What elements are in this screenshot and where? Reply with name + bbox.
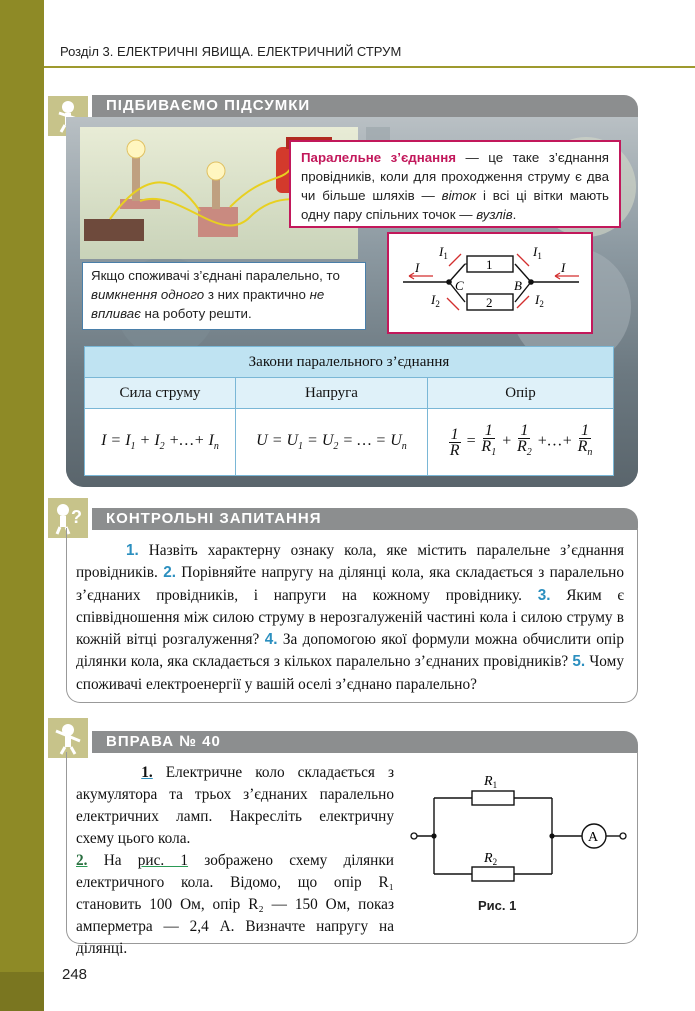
circuit-label-i1-right: $I_1$ [533, 244, 542, 261]
formula-voltage: $U = U_1 = U_2$ = … = $U_n$ [235, 409, 427, 476]
note-box [82, 262, 366, 330]
circuit-label-i-right: I [561, 260, 566, 275]
circuit-label-i1-left: $I_1$ [439, 244, 448, 261]
parallel-circuit-diagram [387, 232, 593, 334]
question-4: За допомогою якої формули можна обчислити опір ділянки кола, яка складається з кількох паралельно з’єднаних провідників? [76, 631, 625, 671]
question-3-number: 3. [537, 586, 551, 604]
note-em-1: вимкнення одного [91, 287, 205, 302]
task-1-number: 1. [141, 764, 153, 781]
figure-1-circuit [410, 768, 630, 896]
question-2: Порівняйте напругу на ділянці кола, яка складається з паралельно з’єднаних провідників, і напруги на кожному провіднику. [76, 564, 625, 604]
definition-text-2: і всі ці вітки мають одну пару спільних точок — [301, 188, 609, 222]
column-current: Сила струму [85, 378, 236, 409]
exercise-text [76, 762, 394, 960]
ammeter-label: A [588, 830, 599, 845]
resistor-r2 [472, 867, 514, 881]
note-text-1: Якщо споживачі з’єднані паралельно, то [91, 268, 340, 283]
resistor-r1 [472, 791, 514, 805]
question-1: Назвіть характерну ознаку кола, яке містить паралельне з’єднання провідників. [76, 542, 624, 582]
page-number: 248 [62, 966, 88, 983]
summary-title: ПІДБИВАЄМО ПІДСУМКИ [92, 95, 638, 117]
r1-label: $R_1$ [484, 774, 498, 790]
question-1-number: 1. [125, 542, 139, 559]
task-2-text-2: зображено схему ділянки електричного кола. Відомо, що опір R₁ становить 100 Ом, опір R₂ — 150 Ом, показ амперметра — 2,4 А. Визначте напругу на ділянці. [76, 852, 394, 957]
formula-resistance: $\frac{1}{R}$ = $\frac{1}{R_1}$ + $\frac{1}{R_2}$ +…+ $\frac{1}{R_n}$ [428, 409, 614, 476]
node-b-label: B [514, 278, 522, 293]
page-number-band [0, 972, 44, 1011]
resistor-1-label: 1 [486, 257, 493, 272]
questions-title: КОНТРОЛЬНІ ЗАПИТАННЯ [92, 508, 638, 530]
circuit-label-i2-right: $I_2$ [535, 292, 544, 309]
note-text-2: з них практично [204, 287, 310, 302]
questions-text [76, 540, 624, 696]
task-1 [76, 762, 394, 850]
formula-current: $I = I_1 + I_2$ +…+ $I_n$ [85, 409, 236, 476]
column-resistance: Опір [428, 378, 614, 409]
node-c-label: C [455, 278, 464, 293]
question-3: Яким є співвідношення між силою струму в нерозгалуженій частині кола і силою струму в кожній вітці розгалуження? [76, 586, 624, 649]
definition-branches: віток [441, 188, 477, 203]
definition-end: . [512, 207, 517, 222]
question-5-number: 5. [572, 653, 586, 671]
note-text-3: на роботу решти. [140, 306, 252, 321]
figure-1-caption: Рис. 1 [478, 898, 517, 913]
task-1-text: Електричне коло складається з акумулятора та трьох з’єднаних паралельно електричних ламп. Накресліть електричну схему цього кола. [76, 764, 395, 847]
svg-text:?: ? [71, 507, 82, 527]
page-sidebar [0, 0, 44, 1011]
circuit-label-i-left: I [415, 260, 420, 275]
question-4-number: 4. [264, 631, 278, 649]
parallel-definition-box [289, 140, 621, 228]
exercise-title: ВПРАВА № 40 [92, 731, 638, 753]
column-voltage: Напруга [235, 378, 427, 409]
figure-reference-link[interactable]: рис. 1 [137, 852, 189, 869]
r2-label: $R_2$ [484, 851, 498, 867]
definition-term: Паралельне з’єднання [301, 150, 456, 165]
laws-table-title: Закони паралельного з’єднання [85, 347, 614, 378]
definition-nodes: вузлів [476, 207, 513, 222]
task-2-text-1: На [103, 852, 138, 869]
chapter-header: Розділ 3. ЕЛЕКТРИЧНІ ЯВИЩА. ЕЛЕКТРИЧНИЙ СТРУМ [60, 44, 402, 59]
question-2-number: 2. [163, 564, 176, 582]
resistor-2-label: 2 [486, 295, 493, 310]
question-5: Чому споживачі електроенергії у вашій оселі з’єднано паралельно? [76, 653, 624, 693]
parallel-laws-table [84, 346, 614, 476]
task-2-number: 2. [76, 852, 88, 869]
task-2 [76, 850, 394, 960]
note-em-2: не впливає [91, 287, 325, 321]
circuit-label-i2-left: $I_2$ [431, 292, 440, 309]
definition-text-1: — це таке з’єднання провідників, коли для проходження струму є два чи більше шляхів — [301, 150, 609, 203]
header-rule [44, 66, 695, 68]
